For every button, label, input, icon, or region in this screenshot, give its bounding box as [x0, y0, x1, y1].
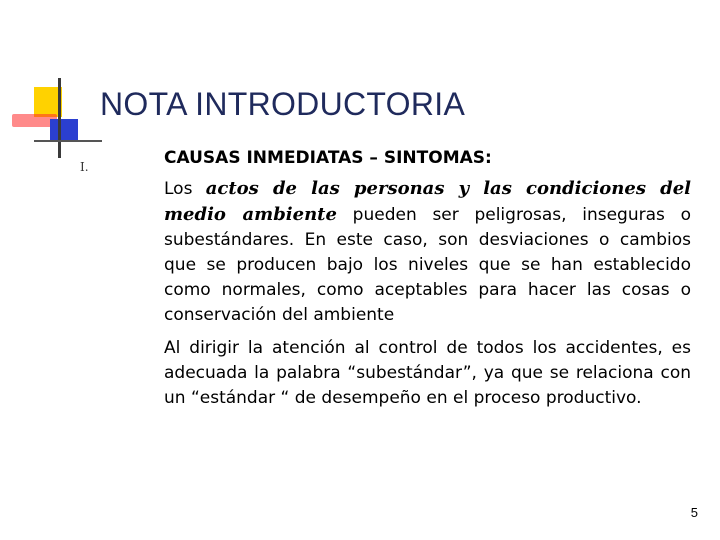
paragraph-lead: Los — [164, 179, 206, 199]
paragraph-emphasis: actos de las personas y las condiciones del medio ambiente — [164, 178, 691, 225]
decorative-blue-square — [50, 119, 78, 141]
list-item-number: I. — [80, 160, 89, 174]
slide-title: NOTA INTRODUCTORIA — [100, 86, 466, 122]
paragraph-rest: pueden ser peligrosas, inseguras o subestándares. En este caso, son desviaciones o cambios que se producen bajo los niveles que se han establecido como normales, como aceptables para hacer las cosas o conservación del ambiente — [164, 205, 691, 325]
decorative-horizontal-line — [34, 140, 102, 142]
section-heading: CAUSAS INMEDIATAS – SINTOMAS: — [164, 148, 492, 168]
decorative-vertical-line — [58, 78, 61, 158]
paragraph-substandard: Al dirigir la atención al control de todos los accidentes, es adecuada la palabra “subestándar”, ya que se relaciona con un “estándar “ de desempeño en el proceso productivo. — [164, 338, 691, 408]
page-number: 5 — [690, 505, 698, 520]
paragraph-causes — [164, 176, 691, 328]
